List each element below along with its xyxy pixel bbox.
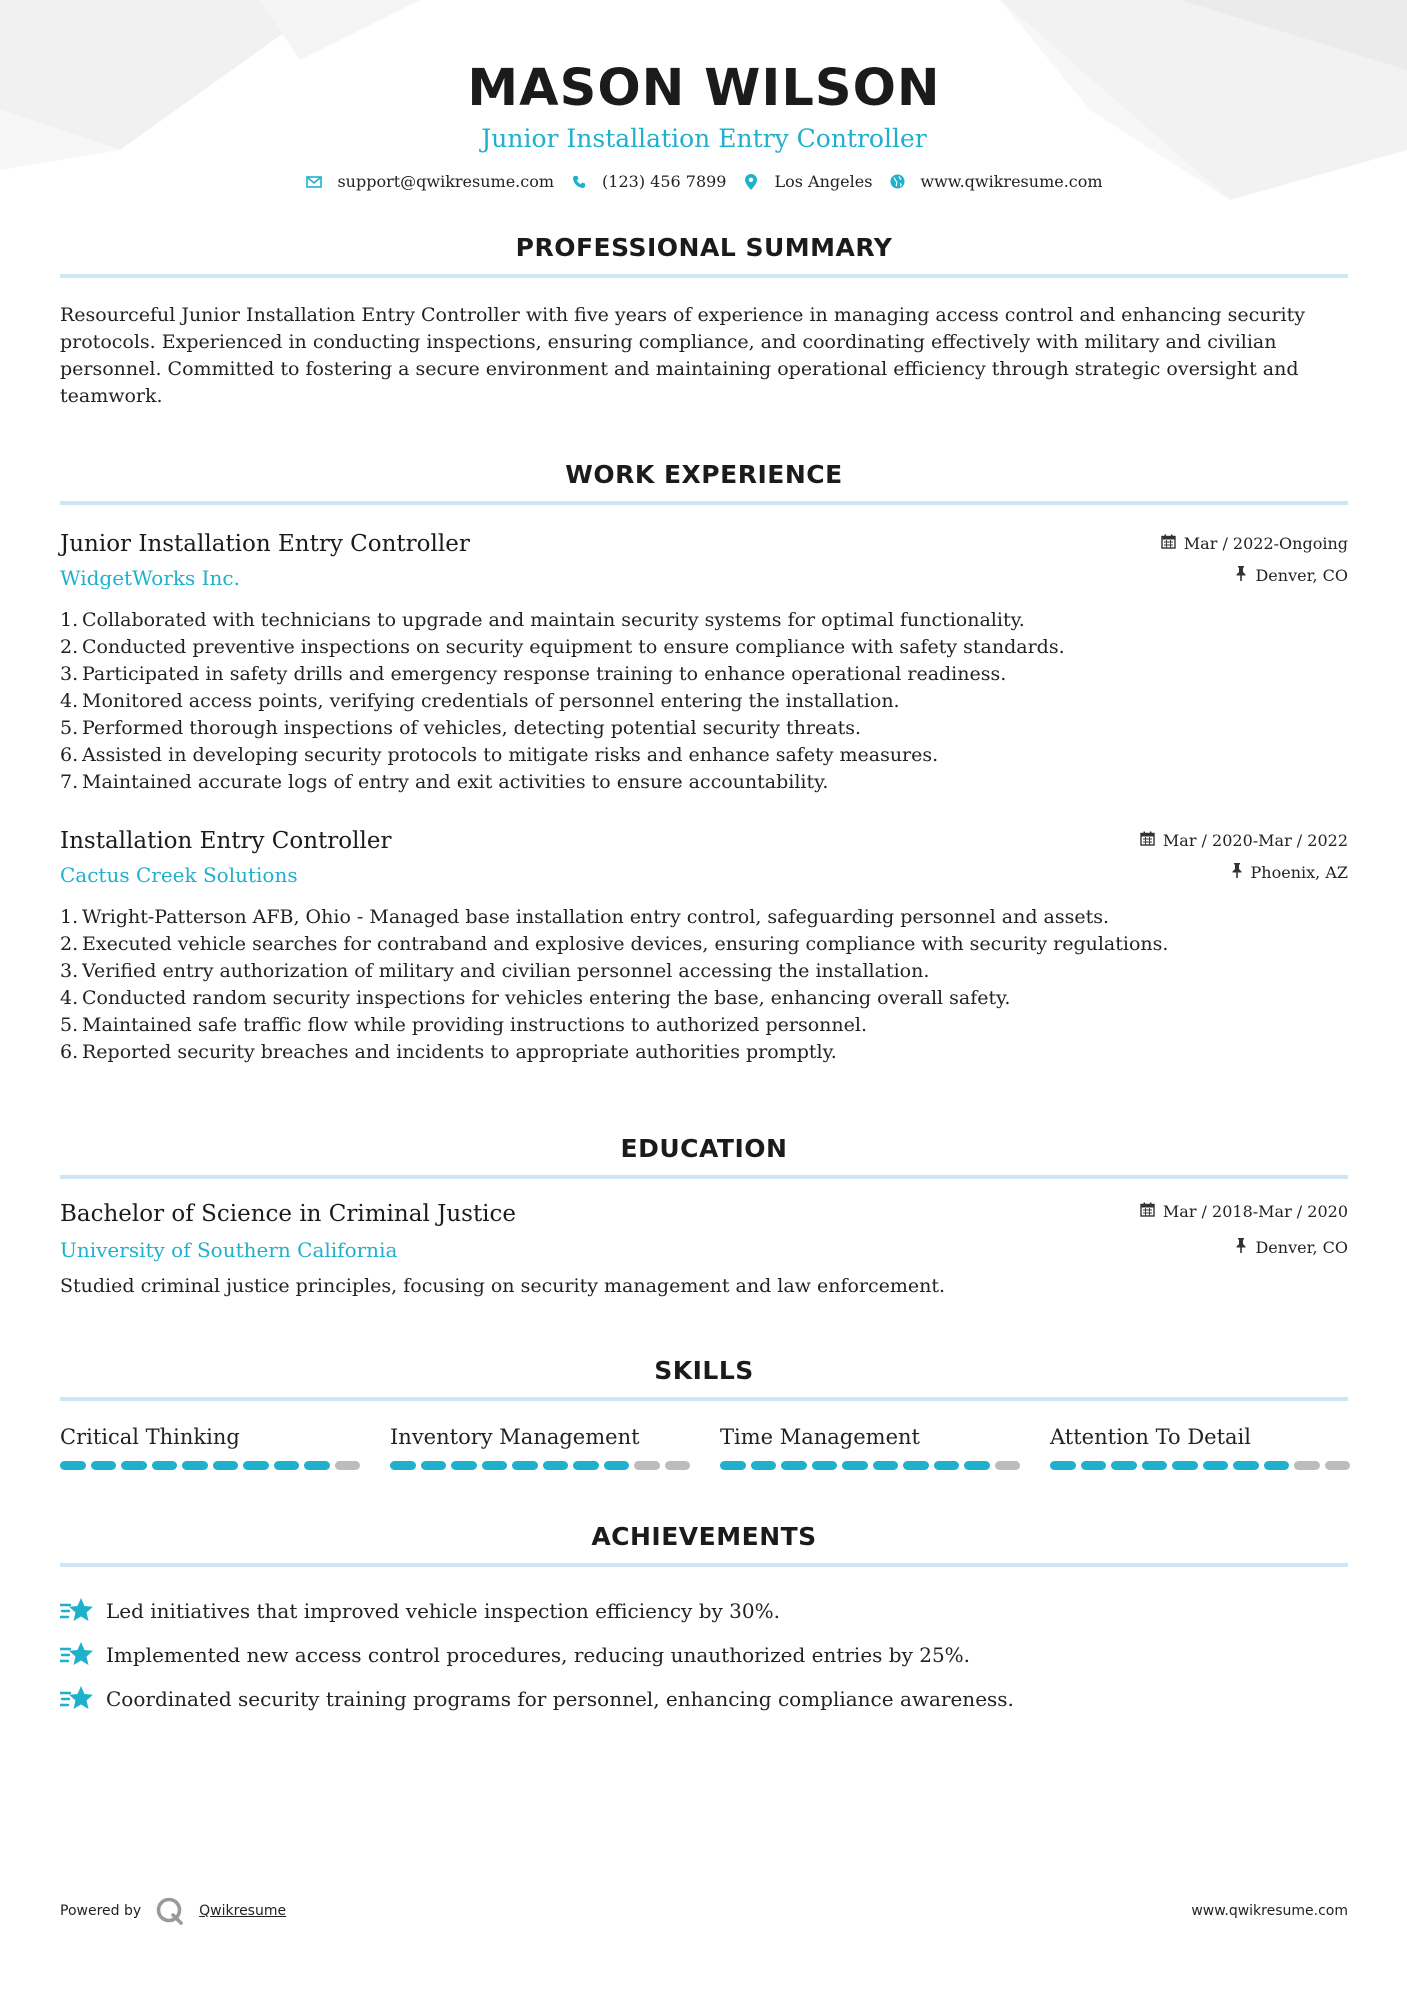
summary-section — [60, 233, 1348, 410]
skill-level-filled — [604, 1461, 630, 1470]
phone-icon — [570, 173, 588, 191]
skill-level-bar — [1050, 1461, 1350, 1470]
skill-name: Inventory Management — [390, 1425, 640, 1449]
calendar-icon — [1140, 1201, 1155, 1223]
list-item: 2. Executed vehicle searches for contraband and explosive devices, ensuring compliance with security regulations. — [60, 933, 1169, 955]
skill-item — [60, 1423, 360, 1470]
skill-level-filled — [873, 1461, 899, 1470]
candidate-name: MASON WILSON — [467, 59, 941, 118]
achievements-section — [60, 1522, 1348, 1721]
achievements-heading: ACHIEVEMENTS — [591, 1522, 817, 1551]
contact-website[interactable] — [888, 172, 1102, 191]
job-title: Installation Entry Controller — [60, 828, 392, 854]
shooting-star-icon — [60, 1596, 94, 1626]
job-date: Mar / 2022-Ongoing — [1183, 534, 1348, 553]
skill-level-filled — [964, 1461, 990, 1470]
skill-level-filled — [842, 1461, 868, 1470]
contact-website-text: www.qwikresume.com — [920, 172, 1103, 191]
contact-phone[interactable] — [570, 172, 726, 191]
achievement-item — [60, 1589, 1348, 1633]
skill-level-filled — [152, 1461, 178, 1470]
skill-level-filled — [1081, 1461, 1107, 1470]
qwikresume-logo-icon — [155, 1896, 185, 1926]
skill-level-bar — [720, 1461, 1020, 1470]
skills-divider — [60, 1397, 1348, 1401]
education-location: Denver, CO — [1255, 1238, 1348, 1257]
experience-section — [60, 460, 1348, 1066]
achievements-list — [60, 1589, 1348, 1721]
skill-name: Critical Thinking — [60, 1425, 240, 1449]
education-divider — [60, 1175, 1348, 1179]
job-company: Cactus Creek Solutions — [60, 863, 298, 887]
education-section — [60, 1134, 1348, 1300]
summary-divider — [60, 274, 1348, 278]
qwikresume-link[interactable]: Qwikresume — [199, 1903, 287, 1919]
achievement-item — [60, 1633, 1348, 1677]
skill-level-filled — [812, 1461, 838, 1470]
skill-level-filled — [182, 1461, 208, 1470]
envelope-icon — [305, 173, 323, 191]
footer-website[interactable]: www.qwikresume.com — [1191, 1903, 1348, 1919]
experience-divider — [60, 501, 1348, 505]
list-item: 1. Collaborated with technicians to upgrade and maintain security systems for optimal functionality. — [60, 609, 1025, 631]
skill-level-filled — [543, 1461, 569, 1470]
skills-heading: SKILLS — [654, 1356, 754, 1385]
job-title: Junior Installation Entry Controller — [60, 531, 470, 557]
skill-level-filled — [751, 1461, 777, 1470]
degree-title: Bachelor of Science in Criminal Justice — [60, 1201, 517, 1227]
skill-level-empty — [665, 1461, 691, 1470]
candidate-title: Junior Installation Entry Controller — [481, 124, 927, 153]
skill-level-empty — [1325, 1461, 1351, 1470]
skill-level-bar — [60, 1461, 360, 1470]
skill-level-bar — [390, 1461, 690, 1470]
list-item: 5. Performed thorough inspections of vehicles, detecting potential security threats. — [60, 717, 862, 739]
skill-level-filled — [573, 1461, 599, 1470]
skill-level-filled — [934, 1461, 960, 1470]
education-heading: EDUCATION — [620, 1134, 788, 1163]
achievement-text: Implemented new access control procedures, reducing unauthorized entries by 25%. — [106, 1643, 971, 1667]
list-item: 1. Wright-Patterson AFB, Ohio - Managed base installation entry control, safeguarding personnel and assets. — [60, 906, 1110, 928]
achievement-item — [60, 1677, 1348, 1721]
calendar-icon — [1161, 533, 1176, 555]
skill-level-filled — [1172, 1461, 1198, 1470]
list-item: 3. Participated in safety drills and emergency response training to enhance operational readiness. — [60, 663, 1007, 685]
job-entry — [60, 529, 1348, 796]
resume-header — [60, 0, 1348, 191]
school-name: University of Southern California — [60, 1238, 398, 1262]
skill-level-filled — [91, 1461, 117, 1470]
job-date: Mar / 2020-Mar / 2022 — [1162, 831, 1348, 850]
skill-level-filled — [121, 1461, 147, 1470]
list-item: 4. Conducted random security inspections for vehicles entering the base, enhancing overall safety. — [60, 987, 1011, 1009]
skill-level-filled — [482, 1461, 508, 1470]
job-location: Denver, CO — [1255, 566, 1348, 585]
experience-heading: WORK EXPERIENCE — [565, 460, 843, 489]
skill-level-filled — [213, 1461, 239, 1470]
skill-level-filled — [304, 1461, 330, 1470]
list-item: 5. Maintained safe traffic flow while providing instructions to authorized personnel. — [60, 1014, 867, 1036]
skill-level-filled — [720, 1461, 746, 1470]
job-location: Phoenix, AZ — [1250, 863, 1348, 882]
skill-level-filled — [243, 1461, 269, 1470]
education-description: Studied criminal justice principles, focusing on security management and law enforcement. — [60, 1275, 946, 1297]
list-item: 7. Maintained accurate logs of entry and exit activities to ensure accountability. — [60, 771, 829, 793]
skill-item — [720, 1423, 1020, 1470]
summary-heading: PROFESSIONAL SUMMARY — [515, 233, 893, 262]
skill-level-empty — [335, 1461, 361, 1470]
skill-level-filled — [1264, 1461, 1290, 1470]
education-date: Mar / 2018-Mar / 2020 — [1162, 1202, 1348, 1221]
job-responsibilities — [60, 904, 1348, 1066]
skill-level-filled — [274, 1461, 300, 1470]
achievements-divider — [60, 1563, 1348, 1567]
list-item: 2. Conducted preventive inspections on security equipment to ensure compliance with safety standards. — [60, 636, 1065, 658]
skill-level-filled — [390, 1461, 416, 1470]
powered-by — [60, 1896, 286, 1926]
contact-bar — [60, 172, 1348, 191]
achievement-text: Led initiatives that improved vehicle inspection efficiency by 30%. — [106, 1599, 780, 1623]
education-entry — [60, 1199, 1348, 1300]
pushpin-icon — [1231, 862, 1243, 884]
job-company: WidgetWorks Inc. — [60, 566, 240, 590]
shooting-star-icon — [60, 1640, 94, 1670]
skill-level-empty — [634, 1461, 660, 1470]
contact-email-text: support@qwikresume.com — [337, 172, 555, 191]
skill-level-filled — [421, 1461, 447, 1470]
list-item: 3. Verified entry authorization of military and civilian personnel accessing the installation. — [60, 960, 930, 982]
contact-email[interactable] — [305, 172, 554, 191]
skill-level-filled — [903, 1461, 929, 1470]
shooting-star-icon — [60, 1684, 94, 1714]
contact-location-text: Los Angeles — [774, 172, 873, 191]
skill-level-filled — [1203, 1461, 1229, 1470]
skills-section — [60, 1356, 1348, 1470]
skill-level-filled — [1142, 1461, 1168, 1470]
list-item: 4. Monitored access points, verifying credentials of personnel entering the installation. — [60, 690, 900, 712]
page-footer — [60, 1896, 1348, 1926]
summary-text: Resourceful Junior Installation Entry Controller with five years of experience in managing access control and enhancing security protocols. Experienced in conducting inspections, ensuring compliance, and coordinating effectively with military and civilian personnel. Committed to fostering a secure environment and maintaining operational efficiency through strategic oversight and teamwork. — [60, 304, 1306, 407]
skill-level-empty — [995, 1461, 1021, 1470]
skill-level-filled — [512, 1461, 538, 1470]
skill-level-empty — [1294, 1461, 1320, 1470]
skill-name: Time Management — [720, 1425, 920, 1449]
skill-level-filled — [1233, 1461, 1259, 1470]
achievement-text: Coordinated security training programs for personnel, enhancing compliance awareness. — [106, 1687, 1014, 1711]
contact-phone-text: (123) 456 7899 — [602, 172, 727, 191]
skill-level-filled — [781, 1461, 807, 1470]
pushpin-icon — [1235, 1237, 1247, 1259]
globe-icon — [888, 173, 906, 191]
skills-grid — [60, 1423, 1348, 1470]
pushpin-icon — [1235, 565, 1247, 587]
skill-level-filled — [451, 1461, 477, 1470]
contact-location — [742, 172, 872, 191]
skill-level-filled — [60, 1461, 86, 1470]
powered-by-label: Powered by — [60, 1903, 142, 1919]
skill-level-filled — [1111, 1461, 1137, 1470]
skill-name: Attention To Detail — [1050, 1425, 1251, 1449]
calendar-icon — [1140, 830, 1155, 852]
skill-item — [390, 1423, 690, 1470]
job-responsibilities — [60, 607, 1348, 796]
map-marker-icon — [742, 173, 760, 191]
resume-page — [60, 0, 1348, 1721]
list-item: 6. Reported security breaches and incidents to appropriate authorities promptly. — [60, 1041, 837, 1063]
list-item: 6. Assisted in developing security protocols to mitigate risks and enhance safety measures. — [60, 744, 939, 766]
job-entry — [60, 826, 1348, 1066]
skill-level-filled — [1050, 1461, 1076, 1470]
skill-item — [1050, 1423, 1350, 1470]
